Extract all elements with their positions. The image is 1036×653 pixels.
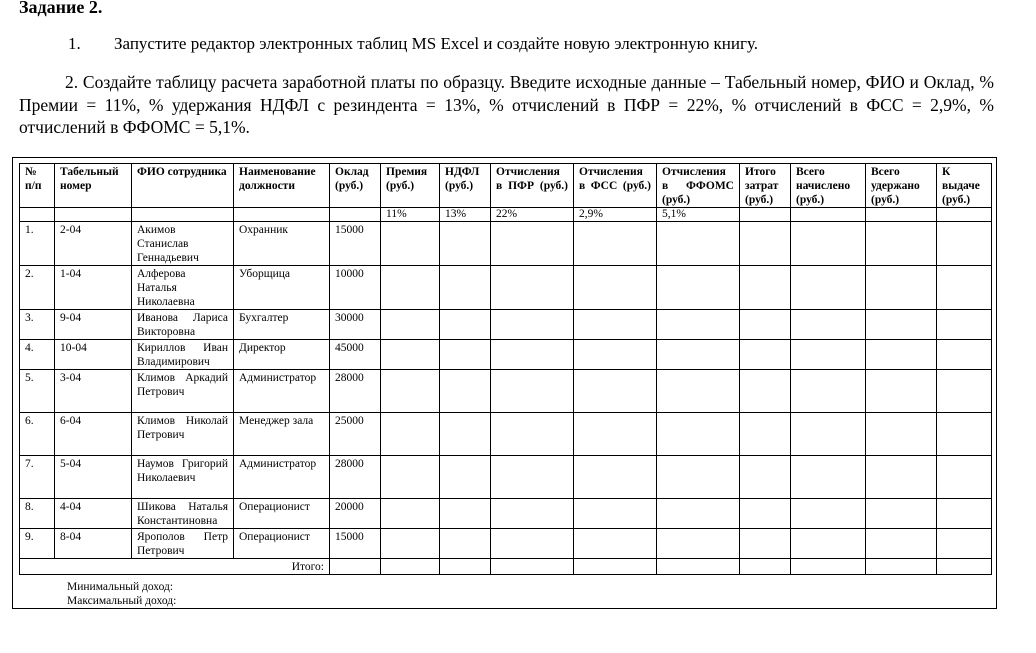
table-cell <box>937 370 992 413</box>
table-cell <box>791 370 866 413</box>
table-cell <box>657 529 740 559</box>
table-cell <box>574 529 657 559</box>
table-cell: 10-04 <box>55 340 132 370</box>
table-cell <box>657 340 740 370</box>
table-cell: 9-04 <box>55 310 132 340</box>
table-cell <box>866 310 937 340</box>
percent-cell: 5,1% <box>657 208 740 222</box>
total-cell <box>740 559 791 575</box>
table-cell <box>937 456 992 499</box>
table-cell: Климов Николай Петрович <box>132 413 234 456</box>
table-cell: Операционист <box>234 499 330 529</box>
total-cell <box>440 559 491 575</box>
table-cell: Наумов Григорий Николаевич <box>132 456 234 499</box>
percent-cell: 11% <box>381 208 440 222</box>
column-header: НДФЛ (руб.) <box>440 164 491 208</box>
table-row <box>20 340 992 370</box>
table-cell: 25000 <box>330 413 381 456</box>
table-cell <box>381 529 440 559</box>
column-header: Наименование должности <box>234 164 330 208</box>
percent-cell <box>937 208 992 222</box>
table-row <box>20 266 992 310</box>
table-cell: 28000 <box>330 456 381 499</box>
table-cell <box>740 310 791 340</box>
total-label: Итого: <box>20 559 330 575</box>
table-cell <box>791 499 866 529</box>
column-header: Отчисления в ФСС (руб.) <box>574 164 657 208</box>
table-cell <box>491 499 574 529</box>
table-cell <box>791 310 866 340</box>
percent-cell <box>20 208 55 222</box>
table-cell <box>491 310 574 340</box>
column-header: Отчисления в ФФОМС (руб.) <box>657 164 740 208</box>
total-cell <box>866 559 937 575</box>
table-cell <box>657 266 740 310</box>
task-item-1-number: 1. <box>68 34 81 53</box>
table-cell <box>866 340 937 370</box>
percent-cell: 2,9% <box>574 208 657 222</box>
table-cell: Администратор <box>234 456 330 499</box>
column-header: Табельный номер <box>55 164 132 208</box>
table-cell <box>791 413 866 456</box>
table-cell: 2. <box>20 266 55 310</box>
total-cell <box>491 559 574 575</box>
column-header: Всего начислено (руб.) <box>791 164 866 208</box>
min-income-label: Минимальный доход: <box>67 581 174 593</box>
table-cell <box>866 222 937 266</box>
percent-row <box>20 208 992 222</box>
percent-cell <box>740 208 791 222</box>
table-cell <box>791 222 866 266</box>
table-cell: 8-04 <box>55 529 132 559</box>
table-cell <box>657 310 740 340</box>
table-cell <box>740 456 791 499</box>
table-cell <box>657 499 740 529</box>
table-cell: Охранник <box>234 222 330 266</box>
table-cell: 4. <box>20 340 55 370</box>
table-cell <box>937 340 992 370</box>
table-cell: Ярополов Петр Петрович <box>132 529 234 559</box>
table-cell: 6. <box>20 413 55 456</box>
table-row <box>20 310 992 340</box>
table-cell <box>381 413 440 456</box>
table-cell: 15000 <box>330 529 381 559</box>
table-cell <box>440 340 491 370</box>
table-cell <box>440 370 491 413</box>
table-cell: 15000 <box>330 222 381 266</box>
table-cell: Администратор <box>234 370 330 413</box>
table-cell: Директор <box>234 340 330 370</box>
total-cell <box>791 559 866 575</box>
table-cell <box>866 499 937 529</box>
percent-cell <box>55 208 132 222</box>
table-cell: Уборщица <box>234 266 330 310</box>
table-cell <box>937 529 992 559</box>
task-item-1-text: Запустите редактор электронных таблиц MS Excel и создайте новую электронную книгу. <box>114 34 759 53</box>
column-header: Итого затрат (руб.) <box>740 164 791 208</box>
table-cell <box>381 310 440 340</box>
table-cell: Шикова Наталья Константиновна <box>132 499 234 529</box>
percent-cell: 22% <box>491 208 574 222</box>
table-cell <box>740 413 791 456</box>
table-cell <box>791 266 866 310</box>
percent-cell <box>866 208 937 222</box>
table-row <box>20 529 992 559</box>
table-cell: 2-04 <box>55 222 132 266</box>
table-cell: Климов Аркадий Петрович <box>132 370 234 413</box>
table-cell <box>440 413 491 456</box>
table-cell <box>866 413 937 456</box>
table-cell: 6-04 <box>55 413 132 456</box>
table-cell <box>381 499 440 529</box>
percent-cell <box>330 208 381 222</box>
table-cell <box>574 222 657 266</box>
table-cell <box>791 340 866 370</box>
table-cell <box>740 529 791 559</box>
table-cell <box>381 456 440 499</box>
table-cell <box>657 370 740 413</box>
table-cell <box>937 499 992 529</box>
table-cell: Акимов Станислав Геннадьевич <box>132 222 234 266</box>
table-cell <box>491 456 574 499</box>
table-cell <box>381 370 440 413</box>
column-header: Оклад (руб.) <box>330 164 381 208</box>
table-cell: 5. <box>20 370 55 413</box>
table-cell <box>381 266 440 310</box>
table-cell <box>574 456 657 499</box>
table-cell: 1. <box>20 222 55 266</box>
table-cell <box>657 456 740 499</box>
table-cell <box>440 266 491 310</box>
table-row <box>20 413 992 456</box>
table-cell: 30000 <box>330 310 381 340</box>
table-cell <box>866 370 937 413</box>
table-cell <box>937 310 992 340</box>
salary-table <box>19 163 992 575</box>
table-cell <box>440 529 491 559</box>
table-cell <box>440 499 491 529</box>
table-cell <box>657 222 740 266</box>
column-header: № п/п <box>20 164 55 208</box>
column-header: Премия (руб.) <box>381 164 440 208</box>
table-cell: Кириллов Иван Владимирович <box>132 340 234 370</box>
table-cell: 3-04 <box>55 370 132 413</box>
table-cell: 4-04 <box>55 499 132 529</box>
task-heading: Задание 2. <box>19 0 103 17</box>
table-cell <box>740 266 791 310</box>
task-item-1 <box>68 34 758 54</box>
table-row <box>20 222 992 266</box>
column-header: Всего удержано (руб.) <box>866 164 937 208</box>
table-cell <box>440 456 491 499</box>
table-cell: 7. <box>20 456 55 499</box>
table-cell: 1-04 <box>55 266 132 310</box>
total-row <box>20 559 992 575</box>
total-cell <box>657 559 740 575</box>
percent-cell <box>234 208 330 222</box>
percent-cell <box>791 208 866 222</box>
table-cell <box>574 499 657 529</box>
table-cell <box>574 310 657 340</box>
table-cell <box>937 413 992 456</box>
table-cell <box>381 222 440 266</box>
percent-cell: 13% <box>440 208 491 222</box>
table-header-row <box>20 164 992 208</box>
table-cell: 28000 <box>330 370 381 413</box>
table-cell: 3. <box>20 310 55 340</box>
table-cell <box>866 266 937 310</box>
table-row <box>20 456 992 499</box>
column-header: Отчисления в ПФР (руб.) <box>491 164 574 208</box>
table-cell <box>740 340 791 370</box>
percent-cell <box>132 208 234 222</box>
table-cell: 10000 <box>330 266 381 310</box>
total-cell <box>574 559 657 575</box>
table-cell <box>657 413 740 456</box>
table-cell <box>866 456 937 499</box>
table-cell <box>574 413 657 456</box>
table-row <box>20 370 992 413</box>
total-cell <box>381 559 440 575</box>
table-row <box>20 499 992 529</box>
table-cell: Менеджер зала <box>234 413 330 456</box>
table-cell <box>866 529 937 559</box>
table-cell <box>491 529 574 559</box>
column-header: К выдаче (руб.) <box>937 164 992 208</box>
table-cell <box>491 370 574 413</box>
table-cell <box>491 413 574 456</box>
table-cell <box>937 222 992 266</box>
table-cell <box>574 340 657 370</box>
table-cell: 8. <box>20 499 55 529</box>
table-cell <box>440 222 491 266</box>
table-cell: 5-04 <box>55 456 132 499</box>
table-cell <box>937 266 992 310</box>
table-cell: Иванова Лариса Викторовна <box>132 310 234 340</box>
table-cell <box>740 499 791 529</box>
column-header: ФИО сотрудника <box>132 164 234 208</box>
table-cell: 20000 <box>330 499 381 529</box>
table-cell <box>574 370 657 413</box>
table-cell <box>791 456 866 499</box>
table-cell <box>491 266 574 310</box>
table-cell: Алферова Наталья Николаевна <box>132 266 234 310</box>
table-cell <box>491 222 574 266</box>
table-cell: Операционист <box>234 529 330 559</box>
table-cell <box>381 340 440 370</box>
max-income-label: Максимальный доход: <box>67 595 177 607</box>
table-cell: 9. <box>20 529 55 559</box>
table-cell <box>791 529 866 559</box>
table-cell <box>740 370 791 413</box>
task-item-2-text: 2. Создайте таблицу расчета заработной платы по образцу. Введите исходные данные – Табельный номер, ФИО и Оклад, % Премии = 11%, % удержания НДФЛ с резиндента = 13%, % отчислений в ПФР = 22%, % отчислений в ФСС = 2,9%, % отчислений в ФФОМС = 5,1%. <box>19 72 994 137</box>
table-cell <box>574 266 657 310</box>
table-cell <box>491 340 574 370</box>
table-cell <box>740 222 791 266</box>
table-cell: Бухгалтер <box>234 310 330 340</box>
table-cell: 45000 <box>330 340 381 370</box>
total-cell <box>937 559 992 575</box>
table-cell <box>440 310 491 340</box>
total-cell <box>330 559 381 575</box>
